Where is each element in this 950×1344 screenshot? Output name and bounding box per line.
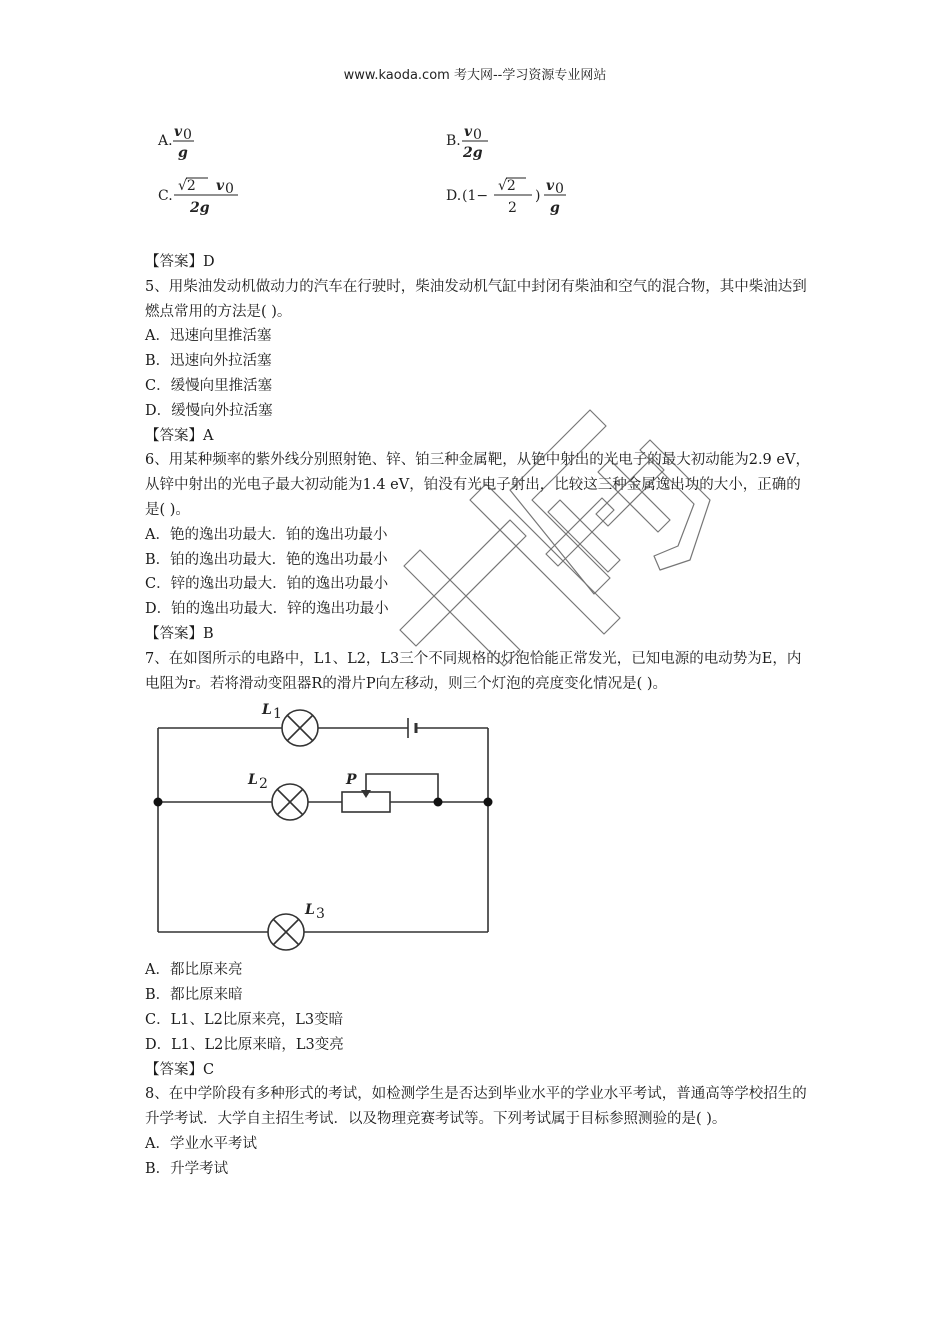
q7-stem: 7、在如图所示的电路中，L1、L2，L3三个不同规格的灯泡恰能正常发光，已知电源的电动势为E，内电阻为r。若将滑动变阻器R的滑片P向左移动，则三个灯泡的亮度变化情况是( )。 — [145, 650, 802, 692]
q4-formula-options — [150, 118, 610, 228]
q5-stem: 5、用柴油发动机做动力的汽车在行驶时，柴油发动机气缸中封闭有柴油和空气的混合物，其中柴油达到燃点常用的方法是( )。 — [145, 278, 807, 320]
q8-option-a: A．学业水平考试 — [145, 1135, 257, 1152]
q6-option-c: C．锌的逸出功最大．铂的逸出功最小 — [145, 576, 389, 593]
junction-slider — [434, 798, 443, 807]
q6-option-a: A．铯的逸出功最大．铂的逸出功最小 — [145, 526, 388, 543]
option-c-numerator: v — [216, 178, 225, 194]
option-d-denominator: g — [550, 200, 560, 216]
option-a-numerator: v — [174, 124, 183, 140]
q6-answer: 【答案】B — [145, 625, 214, 642]
q7-option-a: A．都比原来亮 — [145, 962, 243, 979]
q5-option-a: A．迅速向里推活塞 — [145, 328, 272, 345]
q7-option-b: B．都比原来暗 — [145, 987, 243, 1004]
q8-stem: 8、在中学阶段有多种形式的考试，如检测学生是否达到毕业水平的学业水平考试，普通高等学校招生的升学考试．大学自主招生考试．以及物理竞赛考试等。下列考试属于目标参照测验的是( )。 — [145, 1086, 807, 1128]
option-d-prefix: (1− — [462, 188, 489, 204]
junction-right — [484, 798, 493, 807]
page-header — [0, 64, 950, 83]
option-b-numerator: v — [464, 124, 473, 140]
label-l2-sub: 2 — [259, 776, 268, 793]
bulb-l1-icon — [282, 710, 318, 746]
option-d-label: D. — [446, 188, 462, 204]
option-d-numerator: v — [546, 178, 555, 194]
q6-stem: 6、用某种频率的紫外线分别照射铯、锌、铂三种金属靶，从铯中射出的光电子的最大初动能为2.9 eV，从锌中射出的光电子最大初动能为1.4 eV，铂没有光电子射出，比较这三种金属逸出功的大小，正确的是( )。 — [145, 452, 810, 518]
option-a-numerator-sub: 0 — [183, 127, 192, 143]
option-b-numerator-sub: 0 — [473, 127, 482, 143]
option-c-label: C. — [158, 188, 173, 204]
header-title: 考大网--学习资源专业网站 — [453, 68, 607, 83]
option-c-denominator: 2g — [190, 200, 210, 216]
label-l2: L — [248, 772, 258, 789]
document-body — [145, 250, 815, 1182]
option-d-two: 2 — [508, 200, 517, 216]
q5-answer: 【答案】A — [145, 427, 214, 444]
header-site: www.kaoda.com — [343, 68, 450, 83]
circuit-diagram — [150, 702, 500, 952]
q6-option-b: B．铂的逸出功最大．铯的逸出功最小 — [145, 551, 388, 568]
option-d-sqrt: √2 — [498, 178, 516, 194]
q7-answer: 【答案】C — [145, 1061, 215, 1078]
option-b-denominator: 2g — [463, 145, 483, 161]
option-b-label: B. — [446, 133, 461, 149]
q4-answer: 【答案】D — [145, 254, 215, 270]
option-a-denominator: g — [178, 145, 188, 161]
bulb-l2-icon — [272, 784, 308, 820]
option-d-suffix: ) — [535, 188, 541, 204]
option-c-numerator-sub: 0 — [225, 181, 234, 197]
q8-option-b: B．升学考试 — [145, 1160, 229, 1177]
label-p: P — [346, 772, 357, 789]
junction-left — [154, 798, 163, 807]
option-d-numerator-sub: 0 — [555, 181, 564, 197]
option-a-label: A. — [158, 133, 173, 149]
label-l1: L — [262, 702, 272, 719]
label-l1-sub: 1 — [273, 706, 282, 723]
label-l3: L — [305, 902, 315, 919]
q5-option-b: B．迅速向外拉活塞 — [145, 353, 272, 370]
q5-option-c: C．缓慢向里推活塞 — [145, 377, 273, 394]
label-l3-sub: 3 — [316, 906, 325, 923]
bulb-l3-icon — [268, 914, 304, 950]
q5-option-d: D．缓慢向外拉活塞 — [145, 402, 273, 419]
q7-option-c: C．L1、L2比原来亮，L3变暗 — [145, 1011, 344, 1028]
q6-option-d: D．铂的逸出功最大．锌的逸出功最小 — [145, 601, 389, 618]
q7-option-d: D．L1、L2比原来暗，L3变亮 — [145, 1036, 344, 1053]
option-c-sqrt: √2 — [178, 178, 196, 194]
